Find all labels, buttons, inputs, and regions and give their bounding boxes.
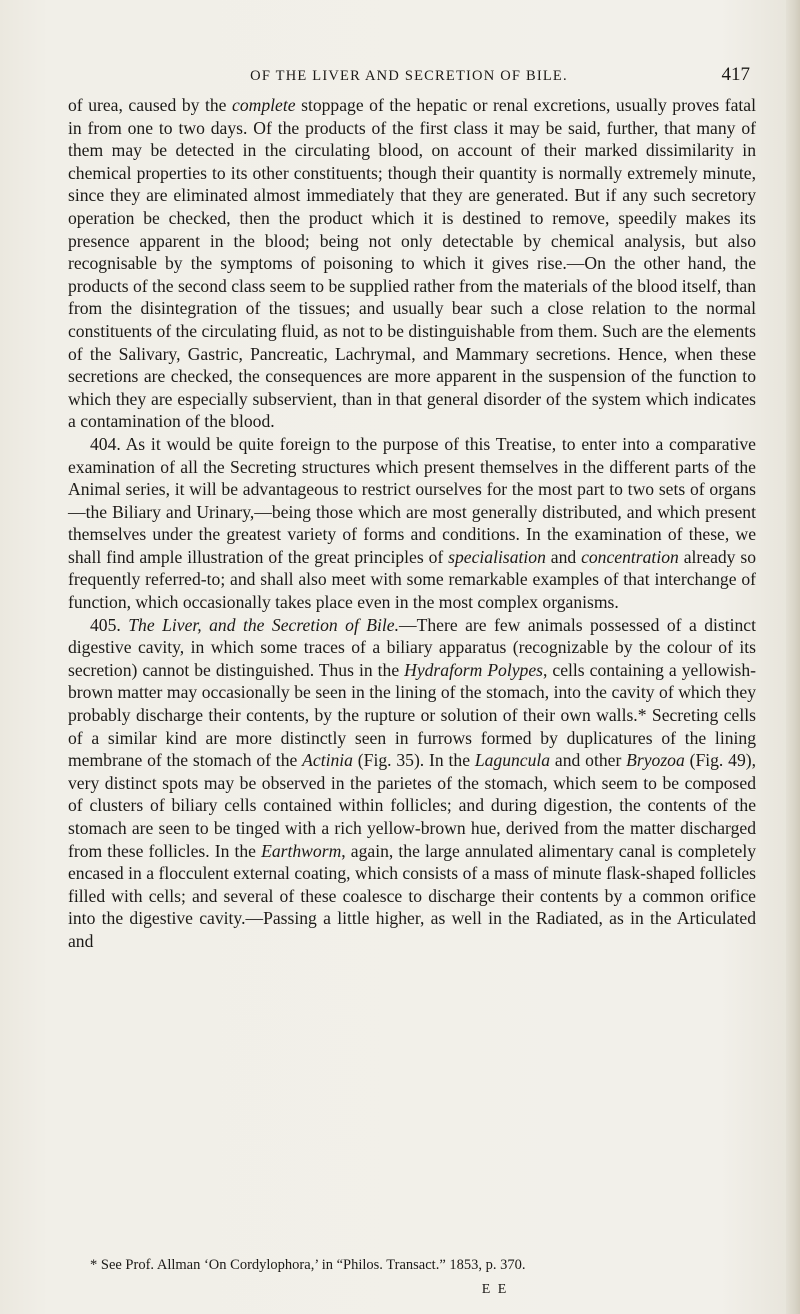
paragraph-405 — [68, 614, 756, 953]
signature-mark: E E — [481, 1282, 509, 1297]
italic-run: Hydraform Polypes — [404, 659, 544, 680]
italic-run: concentration — [581, 546, 679, 567]
body-text — [68, 94, 756, 953]
text-run: and other — [550, 750, 627, 771]
text-run: and — [545, 546, 582, 567]
text-run: (Fig. 49), very distinct spots may be observed in the parietes of the stomach, which seem to be composed of clusters of biliary cells contained within follicles; and during digestion, the contents of the stomach are seen to be tinged with a rich yellow-brown hue, derived from the matter discharged from these follicles. In the — [68, 750, 756, 861]
page-edge-shadow — [786, 0, 800, 1314]
italic-run: Actinia — [302, 750, 353, 771]
italic-run: Laguncula — [474, 750, 551, 771]
paragraph-404 — [68, 433, 756, 614]
page-number: 417 — [721, 64, 750, 85]
text-run: of urea, caused by the — [68, 95, 233, 115]
italic-run: specialisation — [448, 546, 546, 567]
text-run: , again, the large annulated alimentary canal is completely encased in a flocculent external coating, which consists of a mass of minute flask-shaped follicles filled with cells; and several of these coalesce to discharge their contents by a common orifice into the digestive cavity.—Passing a little higher, as well in the Radiated, as in the Articulated and — [68, 840, 756, 951]
text-run: already so frequently referred-to; and shall also meet with some remarkable examples of that interchange of function, which occasionally takes place even in the most complex organisms. — [68, 546, 756, 613]
text-run: 404. As it would be quite foreign to the purpose of this Treatise, to enter into a comparative examination of all the Secreting structures which present themselves in the different parts of the Animal series, it will be advantageous to restrict ourselves for the most part to two sets of organs—the Biliary and Urinary,—being those which are most generally distributed, and which present themselves under the greatest variety of forms and conditions. In the examination of these, we shall find ample illustration of the great principles of — [68, 433, 756, 567]
footnote: * See Prof. Allman ‘On Cordylophora,’ in “Philos. Transact.” 1853, p. 370. — [90, 1257, 526, 1273]
italic-run: complete — [232, 95, 296, 115]
text-run: 405. — [90, 614, 129, 635]
italic-run: Earthworm — [261, 840, 342, 861]
text-run: stoppage of the hepatic or renal excretions, usually proves fatal in from one to two days. Of the products of the first class it may be said, further, that many of them may be detected in the circulating blood, on account of their marked dissimilarity in chemical properties to its other constituents; though their quantity is normally extremely minute, since they are eliminated almost immediately that they are generated. But if any such secretory operation be checked, then the product which it is destined to remove, speedily makes its presence apparent in the blood; being not only detectable by chemical analysis, but also recognisable by the symptoms of poisoning to which it gives rise.—On the other hand, the products of the second class seem to be supplied rather from the materials of the blood itself, than from the disintegration of the tissues; and usually bear such a close relation to the normal constituents of the circulating fluid, as not to be distinguishable from them. Such are the elements of the Salivary, Gastric, Pancreatic, Lachrymal, and Mammary secretions. Hence, when these secretions are checked, the consequences are more apparent in the suspension of the function to which they are especially subservient, than in that general disorder of the system which indicates a contamination of the blood. — [68, 95, 757, 432]
page-header — [68, 64, 750, 90]
italic-run: Bryozoa — [626, 750, 685, 771]
text-run: —There are few animals possessed of a distinct digestive cavity, in which some traces of a biliary apparatus (recognizable by the colour of its secretion) cannot be distinguished. Thus in the — [68, 614, 757, 680]
running-head: OF THE LIVER AND SECRETION OF BILE. — [250, 68, 568, 84]
text-run: , cells containing a yellowish-brown matter may occasionally be seen in the lining of the stomach, into the cavity of which they probably discharge their contents, by the rupture or solution of their own walls.* Secreting cells of a similar kind are more distinctly seen in furrows formed by duplicatures of the lining membrane of the stomach of the — [68, 659, 756, 771]
text-run: (Fig. 35). In the — [352, 750, 475, 771]
italic-run: The Liver, and the Secretion of Bile. — [128, 614, 400, 635]
paragraph-continuation — [68, 94, 756, 433]
